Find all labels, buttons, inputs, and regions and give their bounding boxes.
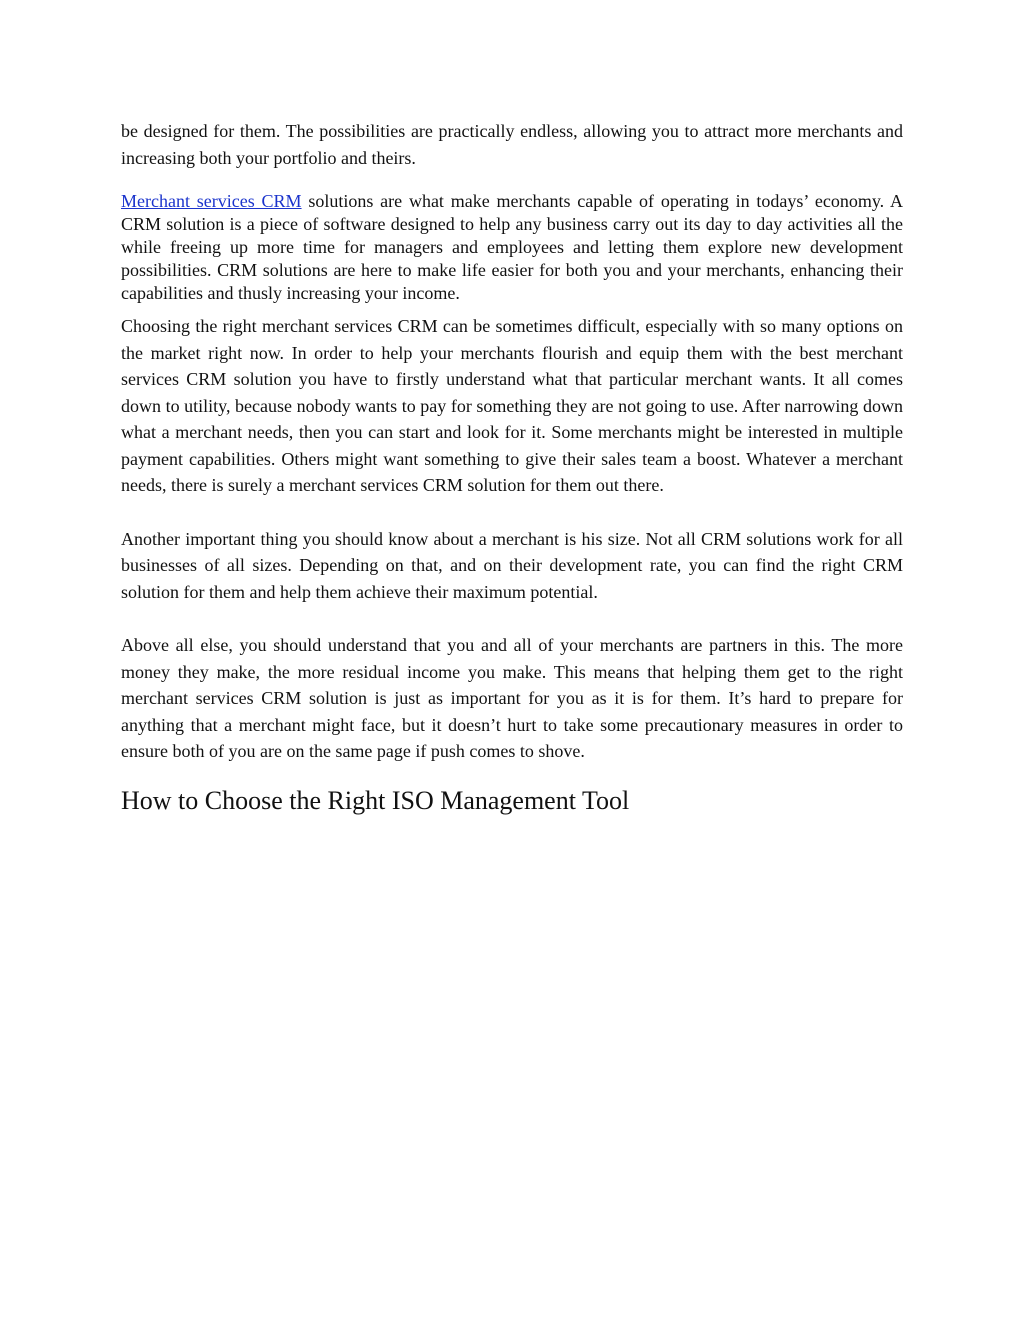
paragraph-crm-intro-text: solutions are what make merchants capable of operating in todays’ economy. A CRM solution is a piece of software designed to help any business carry out its day to day activities all the while freeing up more time for managers and employees and letting them explore new development possibilities. CRM solutions are here to make life easier for both you and your merchants, enhancing their capabilities and thusly increasing your income. — [121, 191, 903, 303]
paragraph-spacer — [121, 605, 903, 632]
paragraph-merchant-size: Another important thing you should know about a merchant is his size. Not all CRM solutions work for all businesses of all sizes. Depending on that, and on their development rate, you can find the right CRM solution for them and help them achieve their maximum potential. — [121, 528, 903, 602]
paragraph-spacer — [121, 171, 903, 190]
paragraph-partners: Above all else, you should understand that you and all of your merchants are partners in this. The more money they make, the more residual income you make. This means that helping them get to the right merchant services CRM solution is just as important for you as it is for them. It’s hard to prepare for anything that a merchant might face, but it doesn’t hurt to take some precautionary measures in order to ensure both of you are on the same page if push comes to shove. — [121, 635, 903, 761]
document-page — [121, 118, 903, 818]
paragraph-spacer — [121, 305, 903, 313]
paragraph-spacer — [121, 499, 903, 526]
paragraph-portfolio: be designed for them. The possibilities are practically endless, allowing you to attract more merchants and increasing both your portfolio and theirs. — [121, 121, 903, 168]
paragraph-spacer — [121, 765, 903, 784]
section-heading: How to Choose the Right ISO Management Tool — [121, 785, 630, 815]
merchant-services-crm-link[interactable]: Merchant services CRM — [121, 191, 302, 211]
paragraph-choosing-crm: Choosing the right merchant services CRM can be sometimes difficult, especially with so many options on the market right now. In order to help your merchants flourish and equip them with the best merchant services CRM solution you have to firstly understand what that particular merchant wants. It all comes down to utility, because nobody wants to pay for something they are not going to use. After narrowing down what a merchant needs, then you can start and look for it. Some merchants might be interested in multiple payment capabilities. Others might want something to give their sales team a boost. Whatever a merchant needs, there is surely a merchant services CRM solution for them out there. — [121, 316, 903, 495]
paragraph-crm-intro — [121, 190, 903, 305]
